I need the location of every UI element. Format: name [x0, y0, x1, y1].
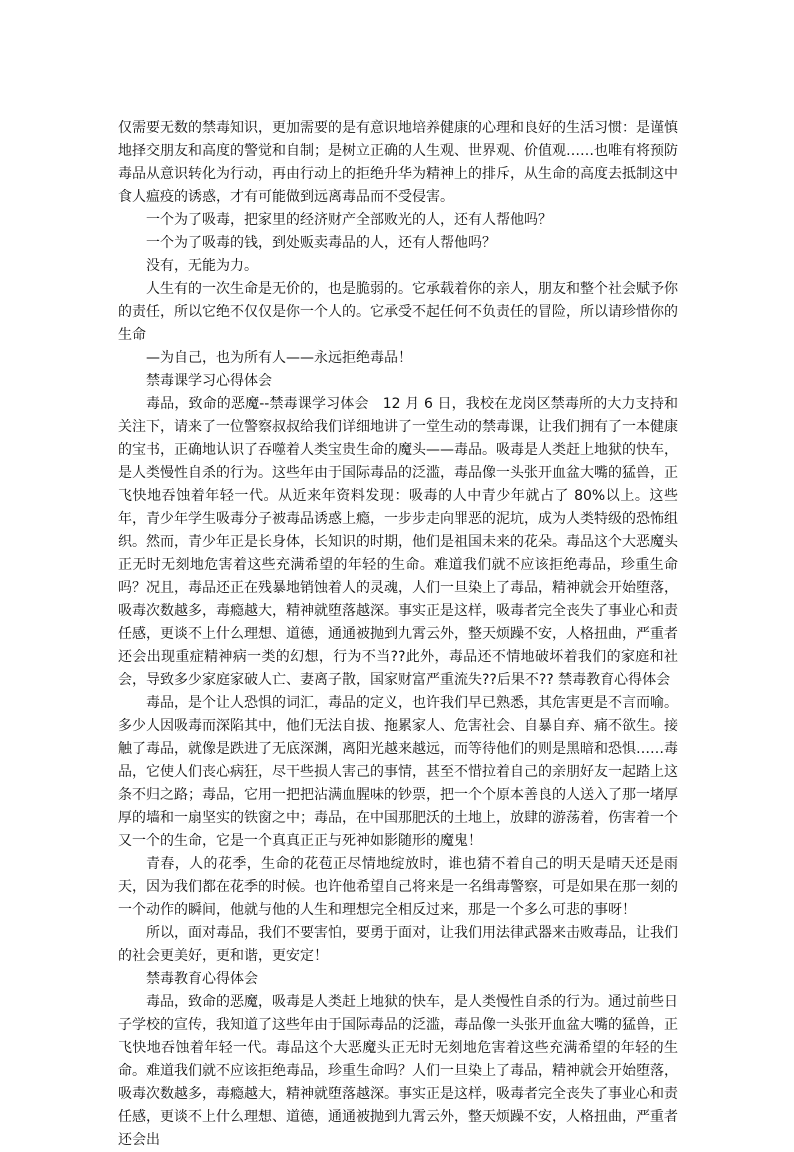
paragraph-5: 人生有的一次生命是无价的，也是脆弱的。它承载着你的亲人，朋友和整个社会赋予你的责任，所以它绝不仅仅是你一个人的。它承受不起任何不负责任的冒险，所以请珍惜你的生命 — [118, 281, 678, 343]
paragraph-7: 毒品，致命的恶魔--禁毒课学习体会 12 月 6 日，我校在龙岗区禁毒所的大力支持和关注下，请来了一位警察叔叔给我们详细地讲了一堂生动的禁毒课，让我们拥有了一本健康的宝书，正确地认识了吞噬着人类宝贵生命的魔头——毒品。吸毒是人类赶上地狱的快车，是人类慢性自杀的行为。这些年由于国际毒品的泛滥，毒品像一头张开血盆大嘴的猛兽，正飞快地吞蚀着年轻一代。从近来年资料发现：吸毒的人中青少年就占了 80%以上。这些年，青少年学生吸毒分子被毒品诱惑上瘾，一步步走向罪恶的泥坑，成为人类特级的恐怖组织。然而，青少年正是长身体，长知识的时期，他们是祖国未来的花朵。毒品这个大恶魔头正无时无刻地危害着这些充满希望的年轻的生命。难道我们就不应该拒绝毒品，珍重生命吗？况且，毒品还正在残暴地销蚀着人的灵魂，人们一旦染上了毒品，精神就会开始堕落，吸毒次数越多，毒瘾越大，精神就堕落越深。事实正是这样，吸毒者完全丧失了事业心和责任感，更谈不上什么理想、道德，通通被抛到九霄云外，整天烦躁不安，人格扭曲，严重者还会出现重症精神病一类的幻想，行为不当??此外，毒品还不情地破坏着我们的家庭和社会，导致多少家庭家破人亡、妻离子散，国家财富严重流失??后果不?? 禁毒教育心得体会 — [118, 396, 678, 688]
paragraph-10: 所以，面对毒品，我们不要害怕，要勇于面对，让我们用法律武器来击败毒品，让我们的社会更美好，更和谐，更安定！ — [118, 925, 678, 964]
paragraph-11: 毒品，致命的恶魔，吸毒是人类赶上地狱的快车，是人类慢性自杀的行为。通过前些日子学校的宣传，我知道了这些年由于国际毒品的泛滥，毒品像一头张开血盆大嘴的猛兽，正飞快地吞蚀着年轻一代。毒品这个大恶魔头正无时无刻地危害着这些充满希望的年轻的生命。难道我们就不应该拒绝毒品，珍重生命吗？人们一旦染上了毒品，精神就会开始堕落，吸毒次数越多，毒瘾越大，精神就堕落越深。事实正是这样，吸毒者完全丧失了事业心和责任感，更谈不上什么理想、道德，通通被抛到九霄云外，整天烦躁不安，人格扭曲，严重者还会出 — [118, 994, 678, 1148]
paragraph-2: 一个为了吸毒，把家里的经济财产全部败光的人，还有人帮他吗？ — [146, 212, 552, 228]
document-page — [118, 117, 678, 1152]
paragraph-9: 青春，人的花季，生命的花苞正尽情地绽放时，谁也猜不着自己的明天是晴天还是雨天，因为我们都在花季的时候。也许他希望自己将来是一名缉毒警察，可是如果在那一刻的一个动作的瞬间，他就与他的人生和理想完全相反过来，那是一个多么可悲的事呀！ — [118, 856, 678, 918]
paragraph-4: 没有，无能为力。 — [146, 258, 258, 274]
section-heading-1: 禁毒课学习心得体会 — [146, 373, 272, 389]
section-heading-2: 禁毒教育心得体会 — [146, 971, 258, 987]
paragraph-8: 毒品，是个让人恐惧的词汇，毒品的定义，也许我们早已熟悉，其危害更是不言而喻。多少人因吸毒而深陷其中，他们无法自拔、拖累家人、危害社会、自暴自弃、痛不欲生。接触了毒品，就像是跌进了无底深渊，离阳光越来越远，而等待他们的则是黑暗和恐惧……毒品，它使人们丧心病狂，尽干些损人害己的事情，甚至不惜拉着自己的亲朋好友一起踏上这条不归之路；毒品，它用一把把沾满血腥味的钞票，把一个个原本善良的人送入了那一堵厚厚的墙和一扇坚实的铁窗之中；毒品，在中国那肥沃的土地上，放肆的游荡着，伤害着一个又一个的生命，它是一个真真正正与死神如影随形的魔鬼！ — [118, 695, 678, 849]
paragraph-3: 一个为了吸毒的钱，到处贩卖毒品的人，还有人帮他吗？ — [146, 235, 496, 251]
paragraph-1: 仅需要无数的禁毒知识，更加需要的是有意识地培养健康的心理和良好的生活习惯：是谨慎地择交朋友和高度的警觉和自制；是树立正确的人生观、世界观、价值观……也唯有将预防毒品从意识转化为行动，再由行动上的拒绝升华为精神上的排斥，从生命的高度去抵制这中食人瘟疫的诱惑，才有可能做到远离毒品而不受侵害。 — [118, 120, 678, 205]
paragraph-6: —为自己，也为所有人——永远拒绝毒品！ — [146, 350, 412, 366]
